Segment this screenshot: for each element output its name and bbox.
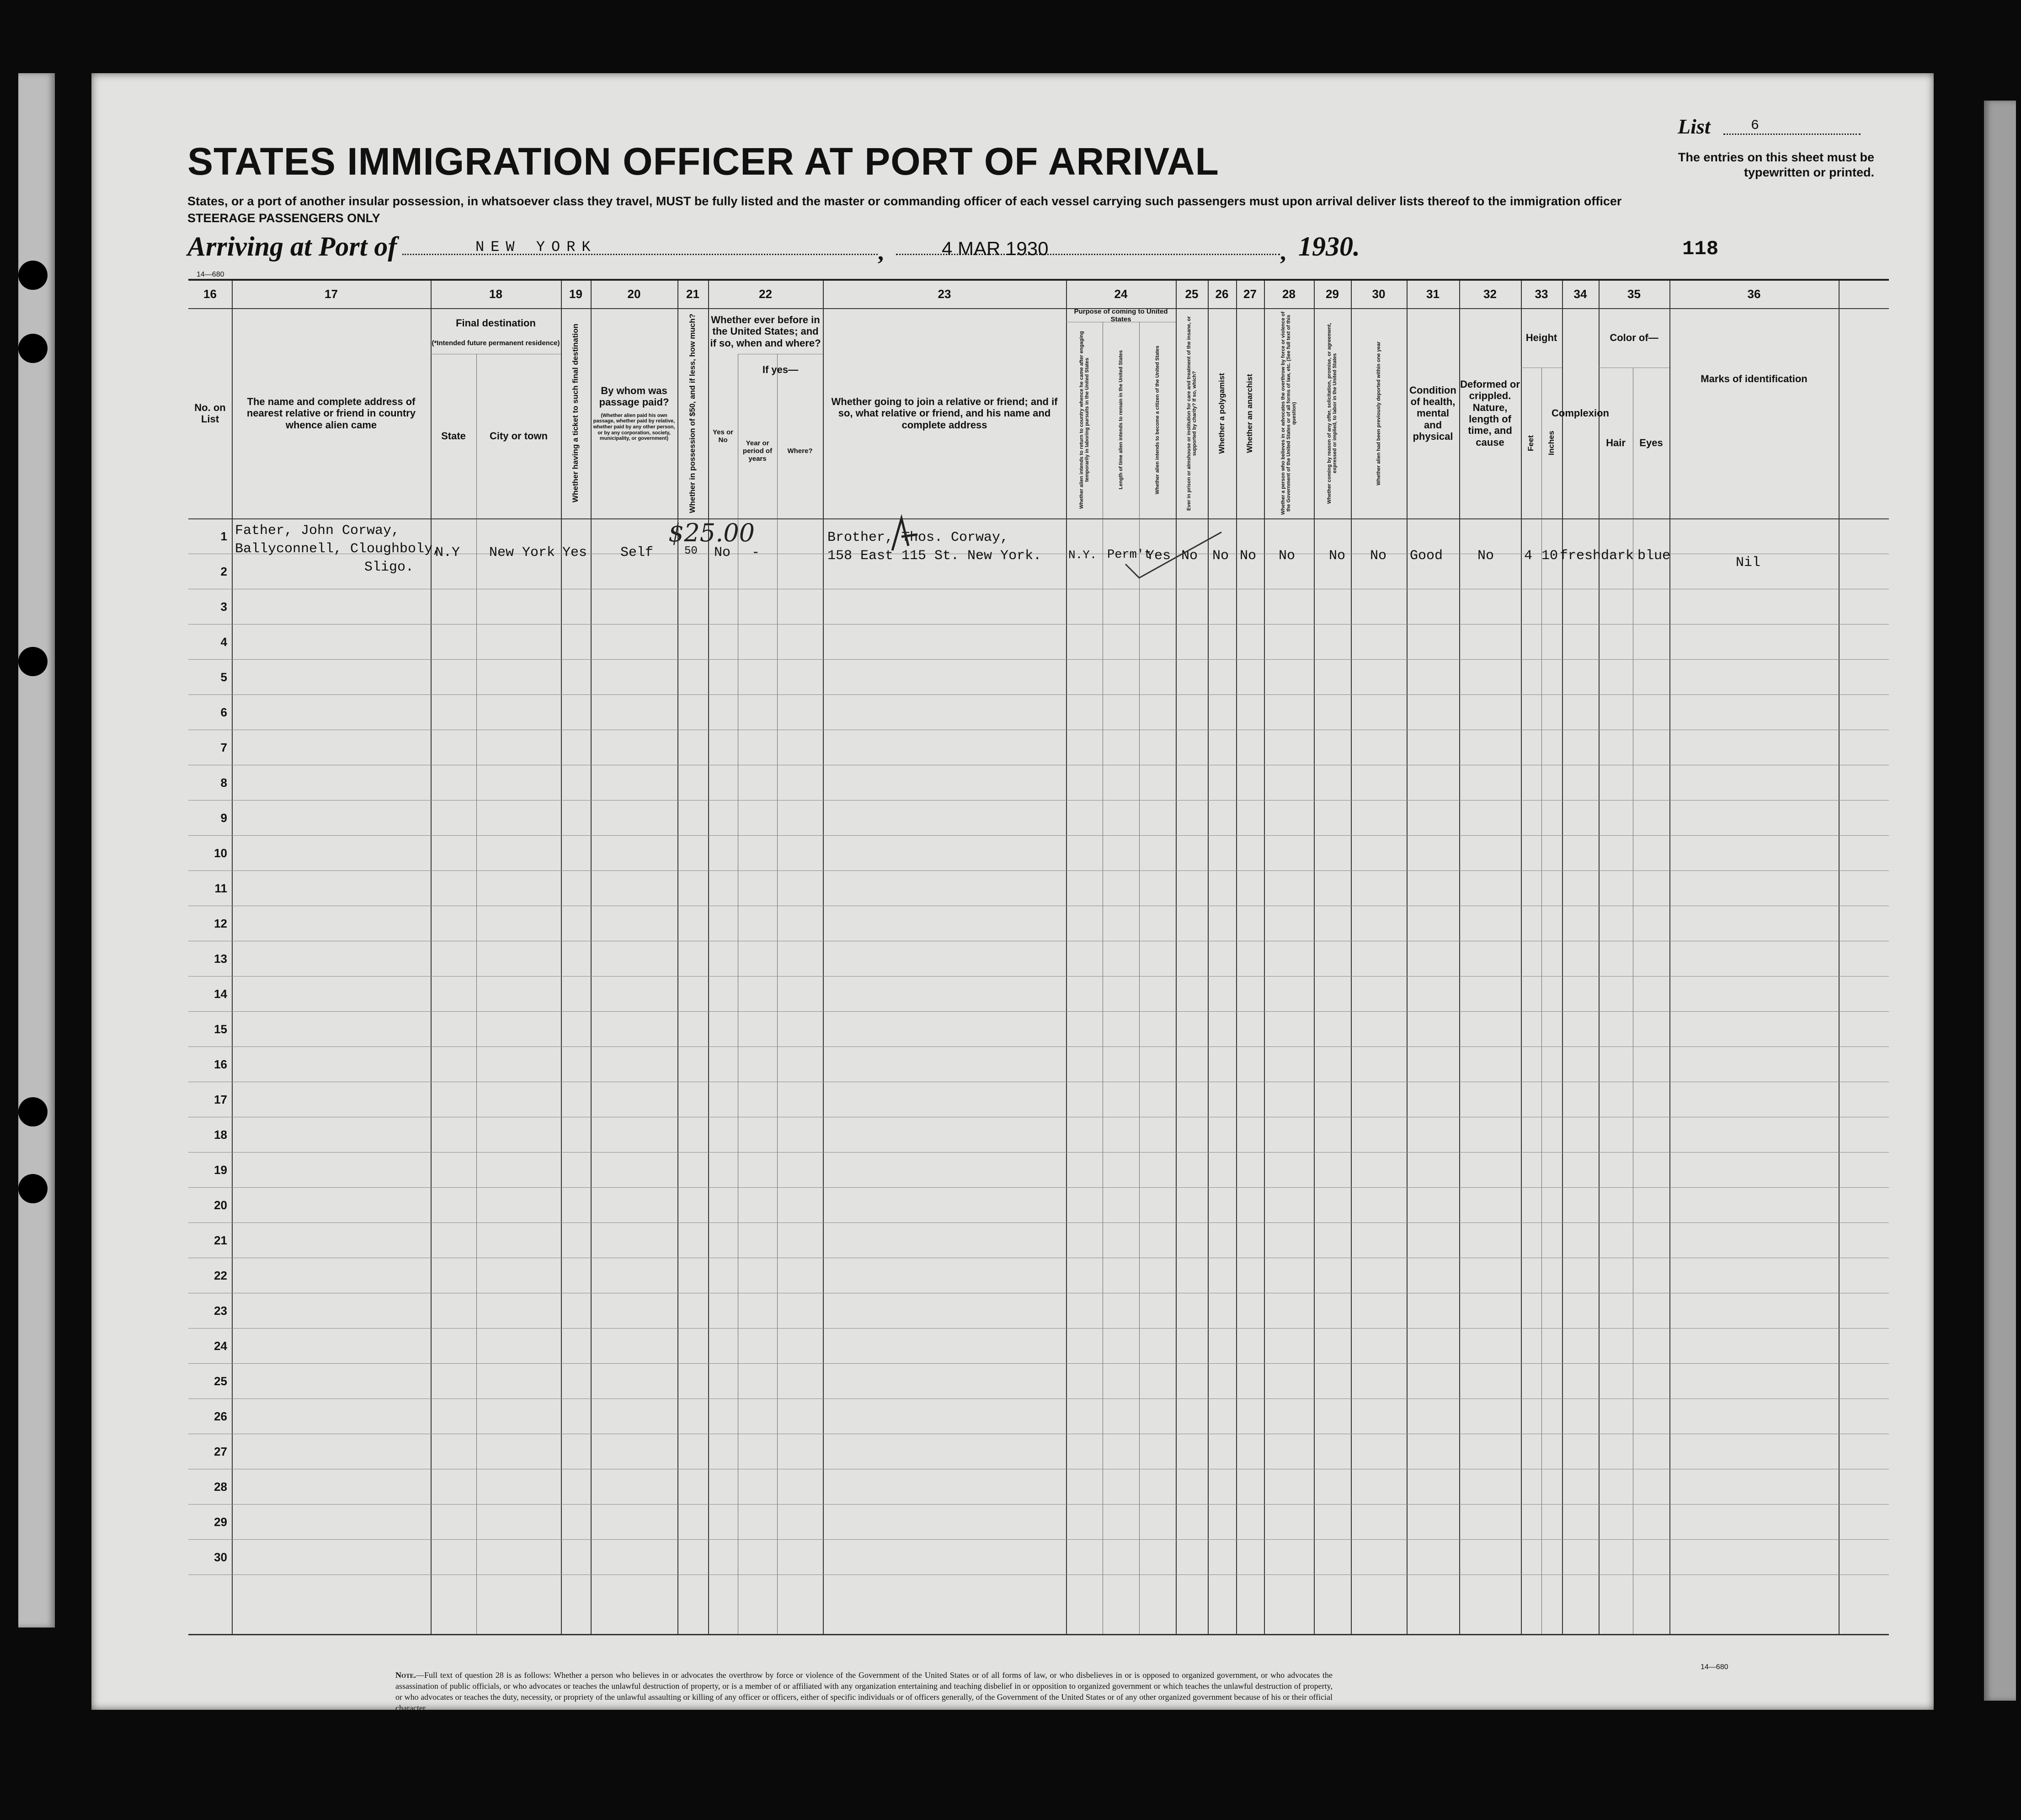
column-number: 34 (1573, 287, 1587, 301)
header-if-yes: If yes— (762, 364, 799, 376)
row-number: 25 (214, 1374, 227, 1388)
header-state: State (441, 430, 466, 442)
header-hair: Hair (1606, 437, 1626, 449)
adjacent-page-left-edge (18, 73, 55, 1628)
entry-anarchist: No (1240, 548, 1257, 564)
row-number: 10 (214, 846, 227, 860)
row-number: 5 (220, 670, 227, 684)
header-polygamist (1208, 310, 1236, 516)
column-divider (1839, 281, 1840, 1634)
row-number: 6 (220, 705, 227, 719)
row-number: 28 (214, 1480, 227, 1494)
entry-years: - (752, 545, 760, 560)
list-label: List (1678, 115, 1711, 138)
header-ticket (561, 310, 591, 516)
row-rule (188, 976, 1889, 977)
row-number: 8 (220, 776, 227, 790)
footnote-lead: Note. (395, 1671, 416, 1680)
row-rule (188, 659, 1889, 660)
header-money-text: Whether in possession of $50, and if less, how much? (688, 313, 697, 513)
entry-relative-us-line1: Brother, Thos. Corway, (827, 530, 1009, 545)
column-number: 32 (1483, 287, 1497, 301)
header-ticket-text: Whether having a ticket to such final destination (571, 324, 580, 503)
entry-ticket: Yes (562, 545, 587, 560)
typewritten-note: The entries on this sheet must be typewritten or printed. (1678, 150, 1874, 179)
form-code: 14—680 (1701, 1663, 1728, 1671)
header-overthrow-text: Whether a person who believes in or advocates the overthrow by force or violence of the Government of the United States or of all forms of law, etc. (See full text of this question) (1280, 311, 1297, 515)
header-contract-labor-text: Whether coming by reason of any offer, solicitation, promise, or agreement, expressed or implied, to labor in the United States (1327, 323, 1338, 504)
row-number: 15 (214, 1022, 227, 1036)
column-number: 17 (325, 287, 338, 301)
header-purpose-c (1139, 323, 1176, 517)
footnote-text: —Full text of question 28 is as follows: Whether a person who believes in or advocates the overthrow by force or violence of the Government of the United States or of all forms of law, or who disbelieves in or is opposed to organized government, or who advocates the assassination of public officials, or who advocates or teaches the unlawful destruction of property, or is a member of or affiliated with any organization entertaining and teaching disbelief in or opposition to organized government or which teaches the unlawful destruction of property, or who advocates or teaches the duty, necessity, or propriety of the unlawful assaulting or killing of any officer or officers, either of specific individuals or of officers generally, of the Government of the United States or of any other organized government because of his or their official character. (395, 1671, 1333, 1713)
row-number: 27 (214, 1445, 227, 1458)
header-no-on-list: No. on List (194, 401, 226, 425)
column-divider (823, 281, 824, 1634)
entry-purpose-a: N.Y. (1068, 548, 1097, 562)
row-rule (188, 1398, 1889, 1399)
entry-marks: Nil (1736, 555, 1761, 571)
entry-city: New York (489, 545, 555, 560)
entry-relative-us-line2: 158 East 115 St. New York. (827, 548, 1042, 564)
header-final-destination-note: (*Intended future permanent residence) (432, 339, 560, 347)
row-number: 4 (220, 635, 227, 649)
column-number: 21 (686, 287, 699, 301)
header-contract-labor (1314, 310, 1351, 516)
column-number: 28 (1282, 287, 1296, 301)
header-deported (1351, 310, 1407, 516)
row-number: 2 (220, 565, 227, 578)
row-rule (188, 694, 1889, 695)
header-feet-text: Feet (1526, 435, 1536, 451)
binder-hole (18, 1174, 48, 1203)
row-rule (188, 1328, 1889, 1329)
header-marks: Marks of identification (1701, 373, 1808, 385)
column-number: 30 (1372, 287, 1386, 301)
column-number: 33 (1535, 287, 1548, 301)
header-prison-text: Ever in prison or almshouse or institution for care and treatment of the insane, or supported by charity? If so, which? (1186, 316, 1197, 511)
footnote (395, 1670, 1333, 1713)
header-final-destination: Final destination (456, 317, 536, 329)
header-color-of: Color of— (1610, 332, 1658, 344)
column-divider (476, 354, 477, 1634)
row-number: 7 (220, 741, 227, 754)
manifest-table (188, 279, 1889, 1635)
entry-deformed: No (1477, 548, 1494, 564)
entry-money-typed: 50 (684, 545, 698, 557)
row-number: 26 (214, 1409, 227, 1423)
row-rule (188, 1574, 1889, 1575)
row-rule (188, 800, 1889, 801)
header-overthrow (1264, 310, 1314, 516)
page-title: STATES IMMIGRATION OFFICER AT PORT OF ARRIVAL (187, 140, 1219, 183)
adjacent-page-right-edge (1984, 101, 2016, 1701)
entry-feet: 4 (1524, 548, 1533, 564)
entry-before-in-us: No (714, 545, 731, 560)
entry-relative-line3: Sligo. (364, 560, 414, 575)
passenger-class: STEERAGE PASSENGERS ONLY (187, 211, 380, 225)
header-purpose-b-text: Length of time alien intends to remain in the United States (1118, 350, 1124, 490)
row-number: 12 (214, 917, 227, 930)
arrival-date-stamp: 4 MAR 1930 (942, 238, 1049, 259)
row-number: 16 (214, 1057, 227, 1071)
header-yes-or-no: Yes or No (712, 428, 734, 444)
row-number: 18 (214, 1128, 227, 1142)
row-rule (188, 1152, 1889, 1153)
row-number: 23 (214, 1304, 227, 1318)
row-rule (188, 1363, 1889, 1364)
column-divider (1669, 281, 1670, 1634)
header-inches-text: Inches (1547, 431, 1556, 455)
separator: , (878, 239, 884, 265)
column-number: 35 (1627, 287, 1641, 301)
header-nearest-relative: The name and complete address of nearest relative or friend in country whence alien came (246, 396, 416, 431)
binder-hole (18, 1097, 48, 1126)
entry-relative-line1: Father, John Corway, (235, 523, 400, 539)
entry-health: Good (1410, 548, 1443, 564)
entry-purpose-c: Yes (1146, 548, 1171, 564)
binder-hole (18, 261, 48, 290)
row-number: 30 (214, 1550, 227, 1564)
entry-contract-labor: No (1329, 548, 1346, 564)
column-number: 23 (938, 287, 951, 301)
separator: , (1280, 239, 1286, 265)
header-height: Height (1525, 332, 1557, 344)
entry-inches: 10 (1541, 548, 1558, 564)
header-eyes: Eyes (1639, 437, 1663, 449)
row-rule (188, 1539, 1889, 1540)
column-number: 16 (203, 287, 217, 301)
binder-hole (18, 334, 48, 363)
entry-relative-line2: Ballyconnell, Cloughboly, (235, 541, 441, 557)
sheet-number: 118 (1682, 238, 1719, 261)
entry-passage-paid: Self (620, 545, 654, 560)
header-passage-paid (591, 310, 677, 516)
column-number: 36 (1747, 287, 1761, 301)
entry-state: N.Y (435, 545, 460, 560)
header-purpose-a (1066, 323, 1103, 517)
row-number: 24 (214, 1339, 227, 1353)
header-anarchist-text: Whether an anarchist (1245, 374, 1254, 453)
header-deported-text: Whether alien had been previously deported within one year (1376, 341, 1381, 486)
column-divider (777, 354, 778, 1634)
row-rule (188, 1046, 1889, 1047)
row-number: 20 (214, 1198, 227, 1212)
header-joining-relative: Whether going to join a relative or friend; and if so, what relative or friend, and his name and complete address (831, 396, 1058, 431)
row-rule (188, 835, 1889, 836)
header-years: Year or period of years (742, 439, 773, 463)
header-anarchist (1236, 310, 1264, 516)
row-rule (188, 1504, 1889, 1505)
header-purpose-b (1103, 323, 1139, 517)
entry-deported: No (1370, 548, 1387, 564)
row-number: 14 (214, 987, 227, 1001)
header-where: Where? (787, 447, 813, 455)
header-purpose: Purpose of coming to United States (1074, 307, 1168, 323)
checkmark-icon (1121, 528, 1226, 582)
entry-hair: dark (1601, 548, 1634, 564)
header-purpose-c-text: Whether alien intends to become a citizen of the United States (1154, 345, 1160, 495)
row-number: 9 (220, 811, 227, 825)
row-number: 13 (214, 952, 227, 966)
row-rule (188, 1011, 1889, 1012)
header-health: Condition of health, mental and physical (1409, 384, 1456, 442)
row-number: 3 (220, 600, 227, 614)
column-number: 29 (1326, 287, 1339, 301)
column-divider (232, 281, 233, 1634)
entry-overthrow: No (1279, 548, 1296, 564)
entry-prison: No (1181, 548, 1198, 564)
header-rule (188, 308, 1889, 309)
column-number: 27 (1243, 287, 1257, 301)
arrival-year: 1930. (1298, 231, 1360, 262)
header-feet (1521, 370, 1541, 516)
header-polygamist-text: Whether a polygamist (1217, 373, 1226, 454)
row-rule (188, 1222, 1889, 1223)
entry-purpose-b: Perm't (1107, 548, 1152, 562)
row-number: 11 (214, 881, 227, 895)
entry-polygamist: No (1212, 548, 1229, 564)
header-passage-paid-note: (Whether alien paid his own passage, whether paid by relative, whether paid by any other person, or by any corporation, society, municipality, or government) (593, 412, 675, 442)
column-number: 18 (489, 287, 502, 301)
form-code: 14—680 (197, 271, 224, 278)
header-money (677, 310, 708, 516)
row-number: 29 (214, 1515, 227, 1529)
column-number: 19 (569, 287, 582, 301)
column-number: 24 (1114, 287, 1128, 301)
entry-eyes: blue (1637, 548, 1671, 564)
row-number: 17 (214, 1093, 227, 1106)
port-value: NEW YORK (475, 239, 597, 256)
column-divider (1139, 322, 1140, 1634)
checkmark-icon (883, 491, 956, 560)
row-number: 1 (220, 529, 227, 543)
row-rule (188, 1187, 1889, 1188)
header-deformed: Deformed or crippled. Nature, length of time, and cause (1460, 379, 1520, 448)
row-rule (188, 870, 1889, 871)
page-subtitle: States, or a port of another insular possession, in whatsoever class they travel, MUST be fully listed and the master or commanding officer of each vessel carrying such passengers must upon arrival deliver lists thereof to the immigration officer (187, 194, 1622, 208)
entry-complexion: fresh (1560, 548, 1601, 564)
column-number: 20 (627, 287, 641, 301)
arriving-label: Arriving at Port of (187, 231, 397, 262)
list-number: 6 (1723, 118, 1861, 135)
binder-hole (18, 647, 48, 676)
header-city: City or town (489, 430, 548, 442)
row-number: 22 (214, 1269, 227, 1282)
header-purpose-a-text: Whether alien intends to return to country whence he came after engaging temporarily in laboring pursuits in the United States (1078, 331, 1090, 509)
row-number: 21 (214, 1233, 227, 1247)
row-number: 19 (214, 1163, 227, 1177)
header-rule (188, 518, 1889, 519)
entry-money-handwritten: $25.00 (668, 518, 755, 547)
port-line (402, 254, 878, 255)
manifest-sheet (91, 73, 1934, 1713)
column-number: 26 (1215, 287, 1229, 301)
header-before-in-us: Whether ever before in the United States; and if so, when and where? (710, 314, 821, 349)
column-number: 31 (1426, 287, 1440, 301)
header-complexion: Complexion (1552, 407, 1609, 419)
header-passage-paid-text: By whom was passage paid? (599, 385, 669, 408)
column-number: 22 (759, 287, 772, 301)
column-number: 25 (1185, 287, 1199, 301)
header-prison (1176, 310, 1208, 516)
header-inches (1541, 370, 1562, 516)
